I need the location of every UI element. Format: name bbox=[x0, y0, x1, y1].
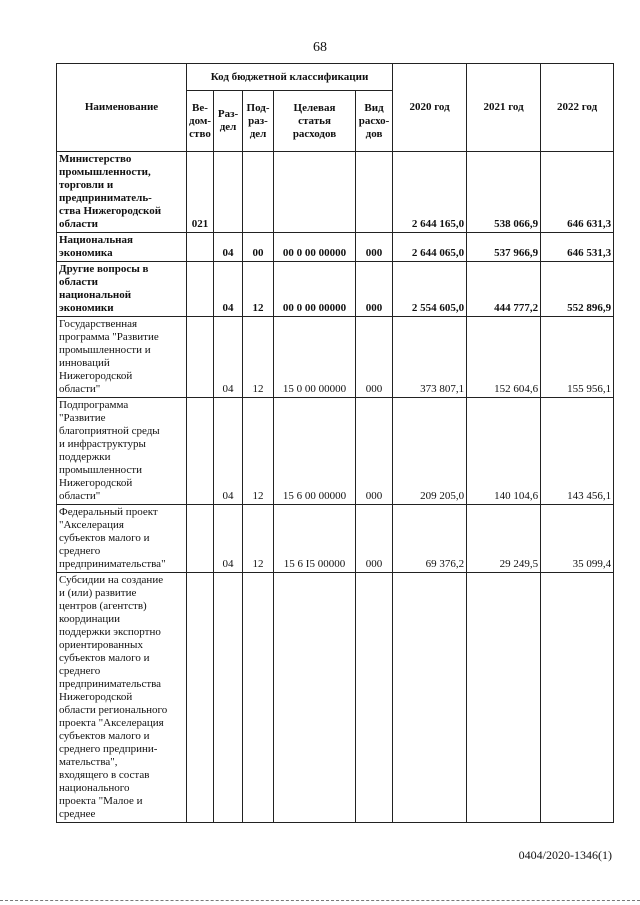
row-2021: 140 104,6 bbox=[467, 398, 541, 505]
row-2020: 373 807,1 bbox=[393, 317, 467, 398]
table-row bbox=[57, 233, 614, 262]
row-2020: 2 554 605,0 bbox=[393, 262, 467, 317]
table-row bbox=[57, 398, 614, 505]
document-footer-code: 0404/2020-1346(1) bbox=[518, 848, 612, 862]
row-ved bbox=[187, 233, 214, 262]
row-name: Федеральный проект "Акселерация субъектов малого и среднего предпринимательства" bbox=[57, 505, 187, 573]
row-podrazdel: 00 bbox=[243, 233, 274, 262]
row-ved bbox=[187, 573, 214, 823]
table-row bbox=[57, 262, 614, 317]
row-csr bbox=[274, 152, 356, 233]
row-name: Национальная экономика bbox=[57, 233, 187, 262]
row-2022: 552 896,9 bbox=[541, 262, 614, 317]
row-name: Государственная программа "Развитие промышленности и инноваций Нижегородской области" bbox=[57, 317, 187, 398]
table-row bbox=[57, 317, 614, 398]
row-podrazdel bbox=[243, 152, 274, 233]
row-vr bbox=[356, 152, 393, 233]
row-razdel: 04 bbox=[214, 505, 243, 573]
row-podrazdel: 12 bbox=[243, 317, 274, 398]
row-razdel: 04 bbox=[214, 262, 243, 317]
header-2022: 2022 год bbox=[541, 64, 614, 152]
header-2020: 2020 год bbox=[393, 64, 467, 152]
header-podrazdel: Под- раз- дел bbox=[243, 91, 274, 152]
row-vr: 000 bbox=[356, 398, 393, 505]
row-2020: 2 644 165,0 bbox=[393, 152, 467, 233]
row-2020 bbox=[393, 573, 467, 823]
row-2021: 537 966,9 bbox=[467, 233, 541, 262]
row-csr: 15 6 I5 00000 bbox=[274, 505, 356, 573]
row-podrazdel: 12 bbox=[243, 262, 274, 317]
header-vedomstvo: Ве- дом- ство bbox=[187, 91, 214, 152]
row-ved bbox=[187, 505, 214, 573]
row-2022: 646 631,3 bbox=[541, 152, 614, 233]
row-vr bbox=[356, 573, 393, 823]
row-razdel: 04 bbox=[214, 233, 243, 262]
row-2021: 152 604,6 bbox=[467, 317, 541, 398]
row-name: Подпрограмма "Развитие благоприятной среды и инфраструктуры поддержки промышленности Нижегородской области" bbox=[57, 398, 187, 505]
row-name: Другие вопросы в области национальной экономики bbox=[57, 262, 187, 317]
row-2021: 444 777,2 bbox=[467, 262, 541, 317]
row-ved: 021 bbox=[187, 152, 214, 233]
row-podrazdel: 12 bbox=[243, 505, 274, 573]
header-celevaya: Целевая статья расходов bbox=[274, 91, 356, 152]
row-csr: 15 6 00 00000 bbox=[274, 398, 356, 505]
row-csr bbox=[274, 573, 356, 823]
row-csr: 15 0 00 00000 bbox=[274, 317, 356, 398]
table-row bbox=[57, 573, 614, 823]
row-2022: 155 956,1 bbox=[541, 317, 614, 398]
header-code-group: Код бюджетной классификации bbox=[187, 64, 393, 91]
row-razdel: 04 bbox=[214, 398, 243, 505]
header-razdel: Раз- дел bbox=[214, 91, 243, 152]
header-name: Наименование bbox=[57, 64, 187, 152]
row-vr: 000 bbox=[356, 233, 393, 262]
row-ved bbox=[187, 262, 214, 317]
row-vr: 000 bbox=[356, 505, 393, 573]
page-number: 68 bbox=[313, 40, 327, 55]
row-razdel bbox=[214, 573, 243, 823]
row-2022: 35 099,4 bbox=[541, 505, 614, 573]
row-2020: 2 644 065,0 bbox=[393, 233, 467, 262]
row-2022: 646 531,3 bbox=[541, 233, 614, 262]
row-2022 bbox=[541, 573, 614, 823]
row-podrazdel bbox=[243, 573, 274, 823]
row-razdel: 04 bbox=[214, 317, 243, 398]
row-razdel bbox=[214, 152, 243, 233]
row-csr: 00 0 00 00000 bbox=[274, 233, 356, 262]
row-podrazdel: 12 bbox=[243, 398, 274, 505]
table-row bbox=[57, 152, 614, 233]
row-csr: 00 0 00 00000 bbox=[274, 262, 356, 317]
page-edge-divider bbox=[0, 900, 640, 901]
row-name: Субсидии на создание и (или) развитие центров (агентств) координации поддержки экспортно ориентированных субъектов малого и среднего предпринимательства Нижегородской области регионального проекта "Акселерация субъектов малого и среднего предприни- мательства", входящего в состав национального проекта "Малое и среднее bbox=[57, 573, 187, 823]
row-2021: 538 066,9 bbox=[467, 152, 541, 233]
row-2021: 29 249,5 bbox=[467, 505, 541, 573]
row-name: Министерство промышленности, торговли и предприниматель- ства Нижегородской области bbox=[57, 152, 187, 233]
row-vr: 000 bbox=[356, 317, 393, 398]
row-vr: 000 bbox=[356, 262, 393, 317]
row-2021 bbox=[467, 573, 541, 823]
row-ved bbox=[187, 398, 214, 505]
table-row bbox=[57, 505, 614, 573]
row-ved bbox=[187, 317, 214, 398]
budget-table bbox=[56, 63, 614, 823]
row-2020: 69 376,2 bbox=[393, 505, 467, 573]
header-vid: Вид расхо- дов bbox=[356, 91, 393, 152]
header-2021: 2021 год bbox=[467, 64, 541, 152]
row-2022: 143 456,1 bbox=[541, 398, 614, 505]
row-2020: 209 205,0 bbox=[393, 398, 467, 505]
